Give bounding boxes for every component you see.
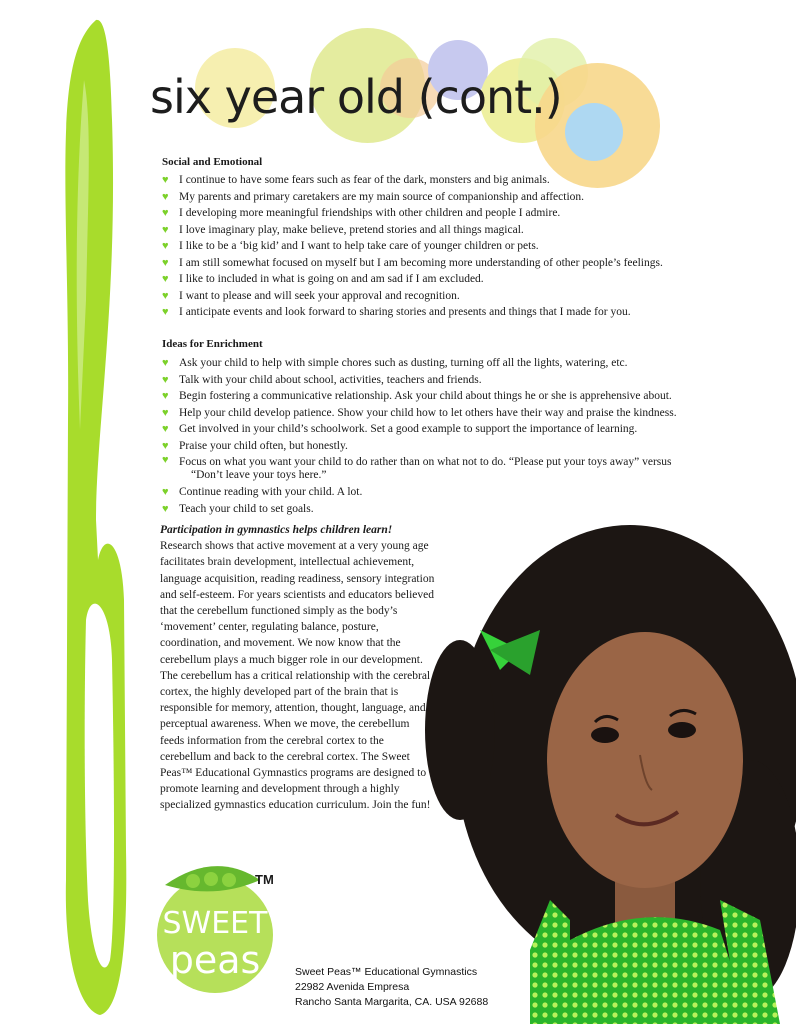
heart-icon: ♥ [162,207,169,219]
heart-icon: ♥ [162,423,169,435]
address-line-3: Rancho Santa Margarita, CA. USA 92688 [295,996,489,1008]
heart-icon: ♥ [162,357,169,369]
heart-icon: ♥ [162,174,169,186]
heart-icon: ♥ [162,454,169,466]
list-item: ♥ I want to please and will seek your approval and recognition. [162,288,663,305]
list-item: ♥ My parents and primary caretakers are my main source of companionship and affection. [162,189,663,206]
big-six-numeral [0,0,140,1024]
heart-icon: ♥ [162,190,169,203]
list-item: ♥ I developing more meaningful friendships with other children and people I admire. [162,205,663,222]
child-photo [420,500,796,1024]
address-line-2: 22982 Avenida Empresa [295,981,410,993]
list-item: ♥ Help your child develop patience. Show your child how to let others have their way and praise the kindness. [162,405,677,422]
heart-icon: ♥ [162,306,169,318]
enrichment-heading: Ideas for Enrichment [162,338,263,350]
heart-icon: ♥ [162,273,169,285]
list-item: ♥ I anticipate events and look forward to sharing stories and presents and things that I made for you. [162,304,663,321]
heart-icon: ♥ [162,406,169,419]
page-title: six year old (cont.) [150,70,562,124]
address-line-1: Sweet Peas™ Educational Gymnastics [295,966,478,978]
heart-icon: ♥ [162,240,169,252]
social-list [162,172,663,321]
list-item: ♥ Focus on what you want your child to do rather than on what not to do. “Please put your toys away” versus “Don’t leave your toys here.” [162,454,672,481]
list-item-continuation: “Don’t leave your toys here.” [191,469,327,481]
list-item: ♥ I am still somewhat focused on myself but I am becoming more understanding of other people’s feelings. [162,255,663,272]
heart-icon: ♥ [162,289,169,302]
heart-icon: ♥ [162,486,169,498]
list-item: ♥ I like to included in what is going on and am sad if I am excluded. [162,271,663,288]
list-item: ♥ Get involved in your child’s schoolwork. Set a good example to support the importance of learning. [162,421,677,438]
heart-icon: ♥ [162,373,169,386]
list-item: ♥ Talk with your child about school, activities, teachers and friends. [162,372,677,389]
list-item: ♥ I love imaginary play, make believe, pretend stories and all things magical. [162,222,663,239]
list-item: ♥ Ask your child to help with simple chores such as dusting, turning off all the lights, watering, etc. [162,355,677,372]
research-body: Research shows that active movement at a very young age facilitates brain development, intellectual achievement, language acquisition, reading readiness, sensory integration and self-esteem. For years scientists and educators believed that the cerebellum functioned simply as the body’s ‘movement’ center, regulating balance, posture, coordination, and movement. We now know that the cerebellum plays a much bigger role in our development. The cerebellum has a critical relationship with the cerebral cortex, the highly developed part of the brain that is responsible for memory, attention, thought, language, and perceptual awareness. When we move, the cerebellum feeds information from the cerebral cortex to the cerebellum and back to the cerebral cortex. The Sweet Peas™ Educational Gymnastics programs are designed to promote learning and development through a highly specialized gymnastics education curriculum. Join the fun! [160,540,435,812]
list-item: ♥ I like to be a ‘big kid’ and I want to help take care of younger children or pets. [162,238,663,255]
sweet-peas-logo [155,855,295,995]
list-item: ♥ I continue to have some fears such as fear of the dark, monsters and big animals. [162,172,663,189]
heart-icon: ♥ [162,256,169,269]
logo-word-sweet: SWEET [162,906,268,941]
list-item: ♥ Praise your child often, but honestly. [162,438,677,455]
research-lead: Participation in gymnastics helps children learn! [160,524,393,536]
heart-icon: ♥ [162,502,169,515]
logo-word-peas: peas [169,938,261,982]
research-paragraph [160,522,435,814]
list-item: ♥ Begin fostering a communicative relationship. Ask your child about things he or she is apprehensive about. [162,388,677,405]
list-item: ♥ Teach your child to set goals. [162,501,677,518]
trademark-mark: TM [255,872,274,887]
enrichment-list [162,355,677,517]
social-heading: Social and Emotional [162,156,263,168]
heart-icon: ♥ [162,223,169,236]
heart-icon: ♥ [162,439,169,452]
address-block [295,965,488,1010]
heart-icon: ♥ [162,390,169,402]
list-item: ♥ Continue reading with your child. A lot. [162,484,677,501]
